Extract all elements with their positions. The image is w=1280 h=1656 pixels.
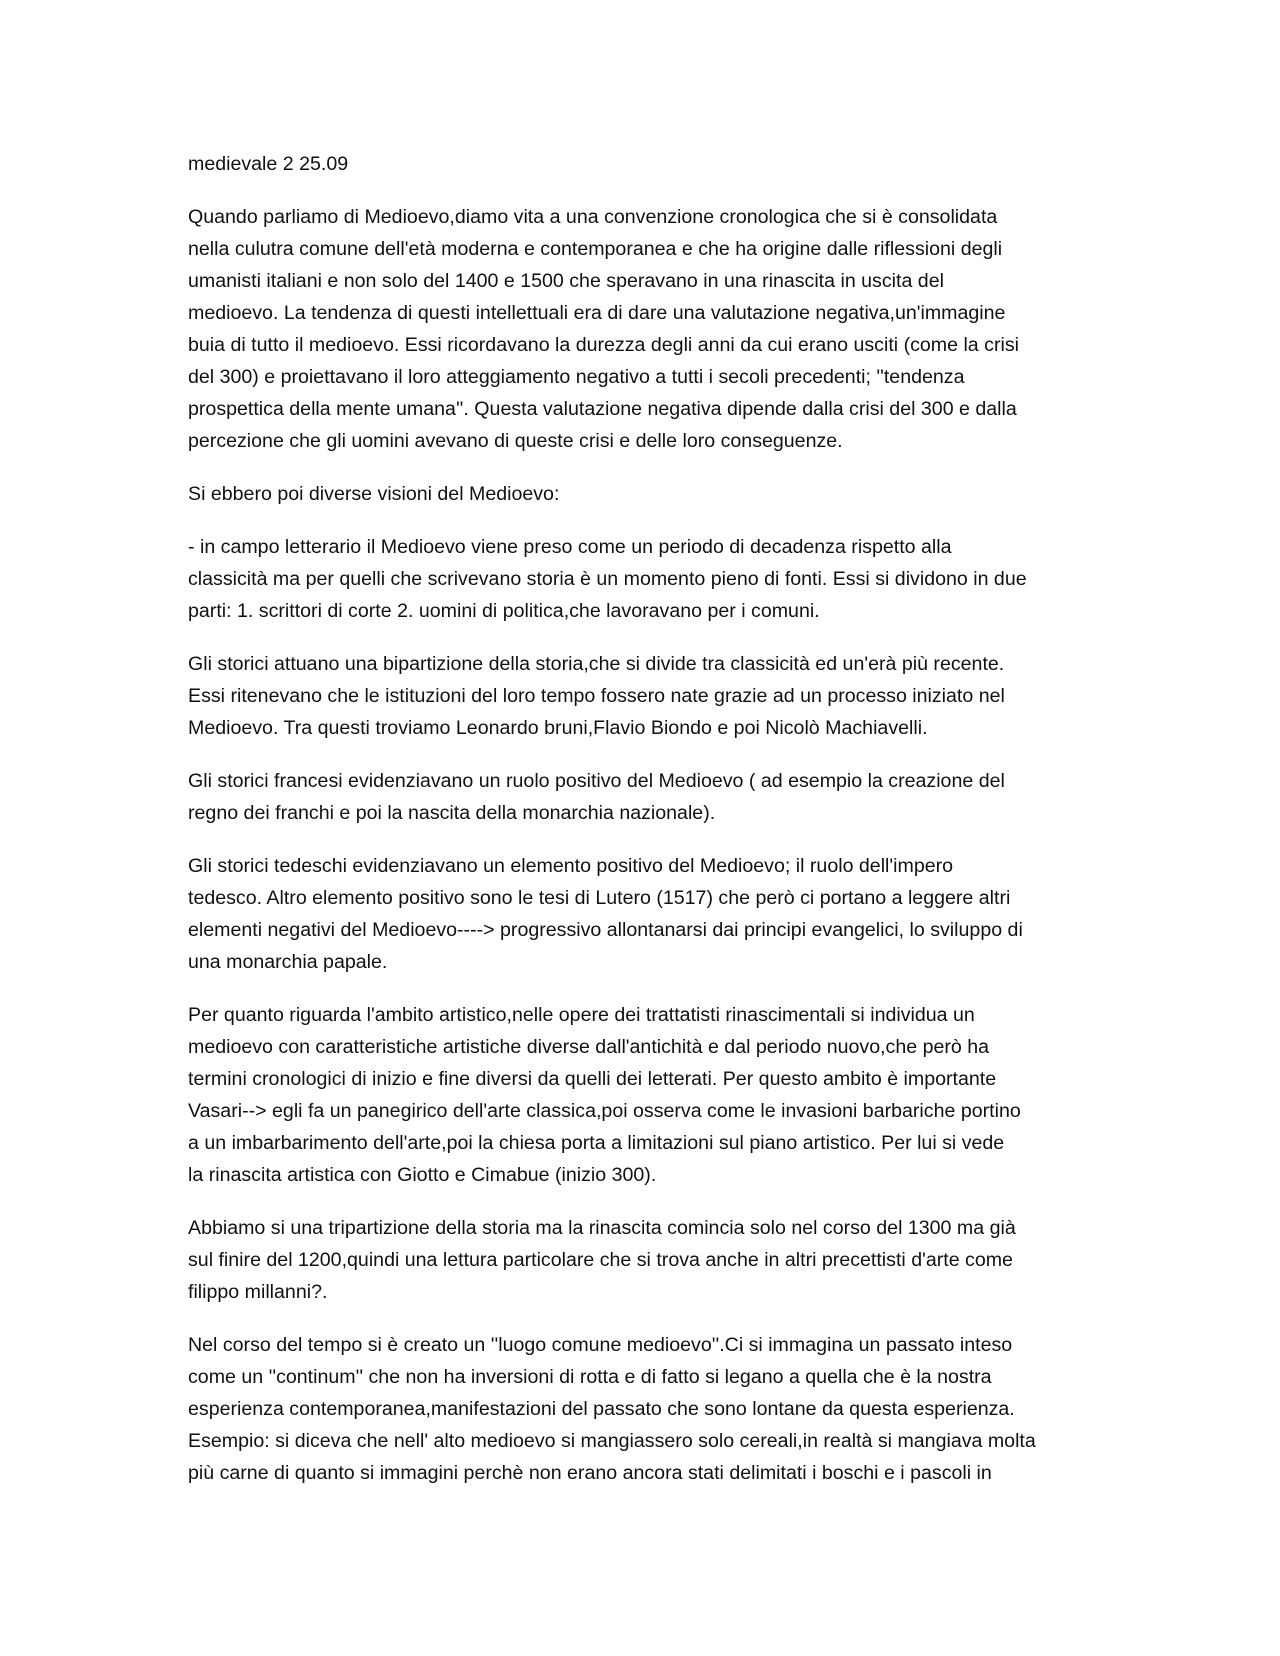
document-page bbox=[188, 148, 1088, 1510]
paragraph-medioevo-convention: Quando parliamo di Medioevo,diamo vita a una convenzione cronologica che si è consolidata nella culutra comune dell'età moderna e contemporanea e che ha origine dalle riflessioni degli umanisti italiani e non solo del 1400 e 1500 che speravano in una rinascita in uscita del medioevo. La tendenza di questi intellettuali era di dare una valutazione negativa,un'immagine buia di tutto il medioevo. Essi ricordavano la durezza degli anni da cui erano usciti (come la crisi del 300) e proiettavano il loro atteggiamento negativo a tutti i secoli precedenti; ''tendenza prospettica della mente umana''. Questa valutazione negativa dipende dalla crisi del 300 e dalla percezione che gli uomini avevano di queste crisi e delle loro conseguenze. bbox=[188, 206, 1019, 452]
paragraph-french-historians: Gli storici francesi evidenziavano un ruolo positivo del Medioevo ( ad esempio la creazione del regno dei franchi e poi la nascita della monarchia nazionale). bbox=[188, 770, 1005, 824]
paragraph-tripartition: Abbiamo si una tripartizione della storia ma la rinascita comincia solo nel corso del 1300 ma già sul finire del 1200,quindi una lettura particolare che si trova anche in altri precettisti d'arte come filippo millanni?. bbox=[188, 1217, 1016, 1303]
paragraph-visions-intro: Si ebbero poi diverse visioni del Medioevo: bbox=[188, 483, 560, 505]
paragraph-historians-bipartition: Gli storici attuano una bipartizione della storia,che si divide tra classicità ed un'erà più recente. Essi ritenevano che le istituzioni del loro tempo fossero nate grazie ad un processo iniziato nel Medioevo. Tra questi troviamo Leonardo bruni,Flavio Biondo e poi Nicolò Machiavelli. bbox=[188, 653, 1005, 739]
paragraph-literary-field: - in campo letterario il Medioevo viene preso come un periodo di decadenza rispetto alla classicità ma per quelli che scrivevano storia è un momento pieno di fonti. Essi si dividono in due parti: 1. scrittori di corte 2. uomini di politica,che lavoravano per i comuni. bbox=[188, 536, 1027, 622]
document-title: medievale 2 25.09 bbox=[188, 153, 349, 175]
paragraph-artistic-field: Per quanto riguarda l'ambito artistico,nelle opere dei trattatisti rinascimentali si individua un medioevo con caratteristiche artistiche diverse dall'antichità e dal periodo nuovo,che però ha termini cronologici di inizio e fine diversi da quelli dei letterati. Per questo ambito è importante Vasari--> egli fa un panegirico dell'arte classica,poi osserva come le invasioni barbariche portino a un imbarbarimento dell'arte,poi la chiesa porta a limitazioni sul piano artistico. Per lui si vede la rinascita artistica con Giotto e Cimabue (inizio 300). bbox=[188, 1004, 1021, 1186]
paragraph-german-historians: Gli storici tedeschi evidenziavano un elemento positivo del Medioevo; il ruolo dell'impero tedesco. Altro elemento positivo sono le tesi di Lutero (1517) che però ci portano a leggere altri elementi negativi del Medioevo----> progressivo allontanarsi dai principi evangelici, lo sviluppo di una monarchia papale. bbox=[188, 855, 1023, 973]
paragraph-common-place: Nel corso del tempo si è creato un ''luogo comune medioevo''.Ci si immagina un passato inteso come un ''continum'' che non ha inversioni di rotta e di fatto si legano a quella che è la nostra esperienza contemporanea,manifestazioni del passato che sono lontane da questa esperienza. Esempio: si diceva che nell' alto medioevo si mangiassero solo cereali,in realtà si mangiava molta più carne di quanto si immagini perchè non erano ancora stati delimitati i boschi e i pascoli in bbox=[188, 1334, 1036, 1484]
